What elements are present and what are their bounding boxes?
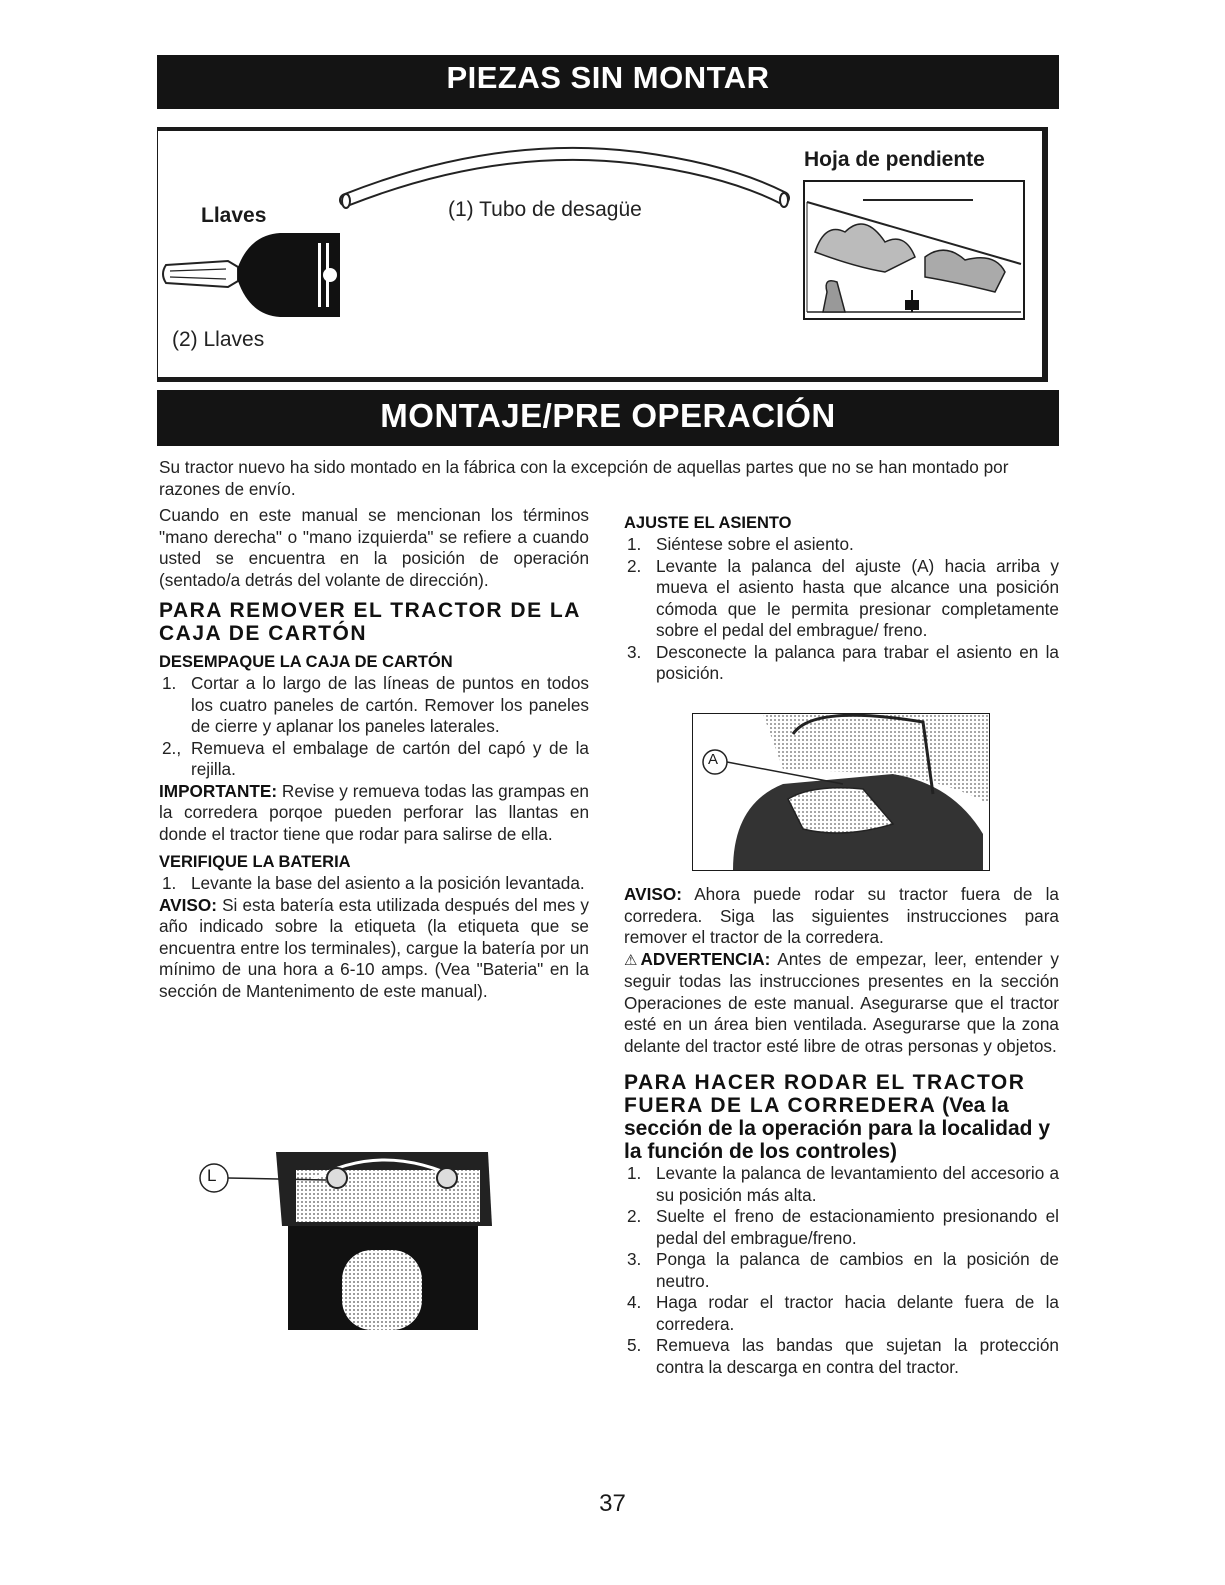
seat-callout-label: A — [708, 751, 719, 768]
keys-title: Llaves — [201, 204, 267, 227]
heading-remove-tractor: PARA REMOVER EL TRACTOR DE LA CAJA DE CARTÓN — [159, 599, 581, 645]
page-number: 37 — [599, 1490, 626, 1517]
section-banner-parts: PIEZAS SIN MONTAR — [157, 55, 1059, 109]
battery-illustration — [192, 1140, 502, 1335]
unpack-steps — [159, 673, 589, 781]
list-item: 1. Levante la base del asiento a la posición levantada. — [162, 873, 585, 893]
hand-orientation-paragraph: Cuando en este manual se mencionan los términos "mano derecha" o "mano izquierda" se refiere a cuando usted se encuentra en la posición de operación (sentado/a detrás del volante de dirección). — [159, 505, 589, 590]
slope-guide-figure — [803, 180, 1025, 320]
warning-icon: ⚠ — [624, 951, 641, 969]
left-column — [159, 505, 589, 1002]
list-item: 4. Haga rodar el tractor hacia delante fuera de la corredera. — [627, 1292, 1059, 1334]
seat-adjust-figure — [692, 713, 990, 871]
list-item: 5. Remueva las bandas que sujetan la protección contra la descarga en contra del tractor. — [627, 1335, 1059, 1377]
right-column-top — [624, 512, 1059, 685]
roll-notice-paragraph: AVISO: Ahora puede rodar su tractor fuera de la corredera. Siga las siguientes instrucciones para remover el tractor de la corredera. — [624, 884, 1059, 947]
list-item: 2. Suelte el freno de estacionamiento presionando el pedal del embrague/freno. — [627, 1206, 1059, 1248]
list-item: 2. Levante la palanca del ajuste (A) hacia arriba y mueva el asiento hasta que alcance una posición cómoda que le permita presionar completamente sobre el pedal del embrague/ freno. — [627, 555, 1059, 640]
subheading-seat: AJUSTE EL ASIENTO — [624, 514, 792, 532]
section-banner-assembly: MONTAJE/PRE OPERACIÓN — [157, 390, 1059, 446]
list-item: 1. Levante la palanca de levantamiento del accesorio a su posición más alta. — [627, 1163, 1059, 1205]
list-item: 3. Desconecte la palanca para trabar el asiento en la posición. — [627, 641, 1059, 683]
intro-paragraph: Su tractor nuevo ha sido montado en la fábrica con la excepción de aquellas partes que no se han montado por razones de envío. — [159, 457, 1009, 499]
right-column-bottom — [624, 884, 1059, 1378]
drain-tube-caption: (1) Tubo de desagüe — [448, 198, 642, 221]
subheading-unpack: DESEMPAQUE LA CAJA DE CARTÓN — [159, 653, 453, 671]
seat-steps — [624, 534, 1059, 685]
key-illustration — [160, 225, 350, 325]
keys-caption: (2) Llaves — [172, 328, 265, 351]
list-item: 2., Remueva el embalage de cartón del capó y de la rejilla. — [162, 737, 589, 779]
battery-callout-label: L — [207, 1166, 217, 1185]
heading-roll-tractor: PARA HACER RODAR EL TRACTOR FUERA DE LA CORREDERA (Vea la sección de la operación para la localidad y la función de los controles) — [624, 1071, 1050, 1163]
subheading-battery: VERIFIQUE LA BATERIA — [159, 853, 351, 871]
battery-notice-paragraph: AVISO: Si esta batería esta utilizada después del mes y año indicado sobre la etiqueta (la etiqueta que se encuentra entre los terminales), cargue la batería por un mínimo de una hora a 6-10 amps. (Vea "Bateria" en la sección de Mantenimento de este manual). — [159, 894, 589, 1001]
roll-steps — [624, 1163, 1059, 1378]
slope-guide-title: Hoja de pendiente — [804, 148, 985, 171]
warning-paragraph: ⚠ADVERTENCIA: Antes de empezar, leer, entender y seguir todas las instrucciones presentes en la sección Operaciones de este manual. Asegurarse que el tractor esté en un área bien ventilada. Asegurarse que la zona delante del tractor esté libre de otras personas y objetos. — [624, 948, 1060, 1056]
list-item: 1. Siéntese sobre el asiento. — [627, 534, 854, 554]
list-item: 3. Ponga la palanca de cambios en la posición de neutro. — [627, 1249, 1059, 1291]
list-item: 1. Cortar a lo largo de las líneas de puntos en todos los cuatro paneles de cartón. Remover los paneles de cierre y aplanar los paneles laterales. — [162, 673, 589, 736]
battery-steps — [159, 873, 589, 895]
important-paragraph: IMPORTANTE: Revise y remueva todas las grampas en la corredera porqoe pueden perforar las llantas en donde el tractor tiene que rodar para salirse de ella. — [159, 780, 589, 844]
